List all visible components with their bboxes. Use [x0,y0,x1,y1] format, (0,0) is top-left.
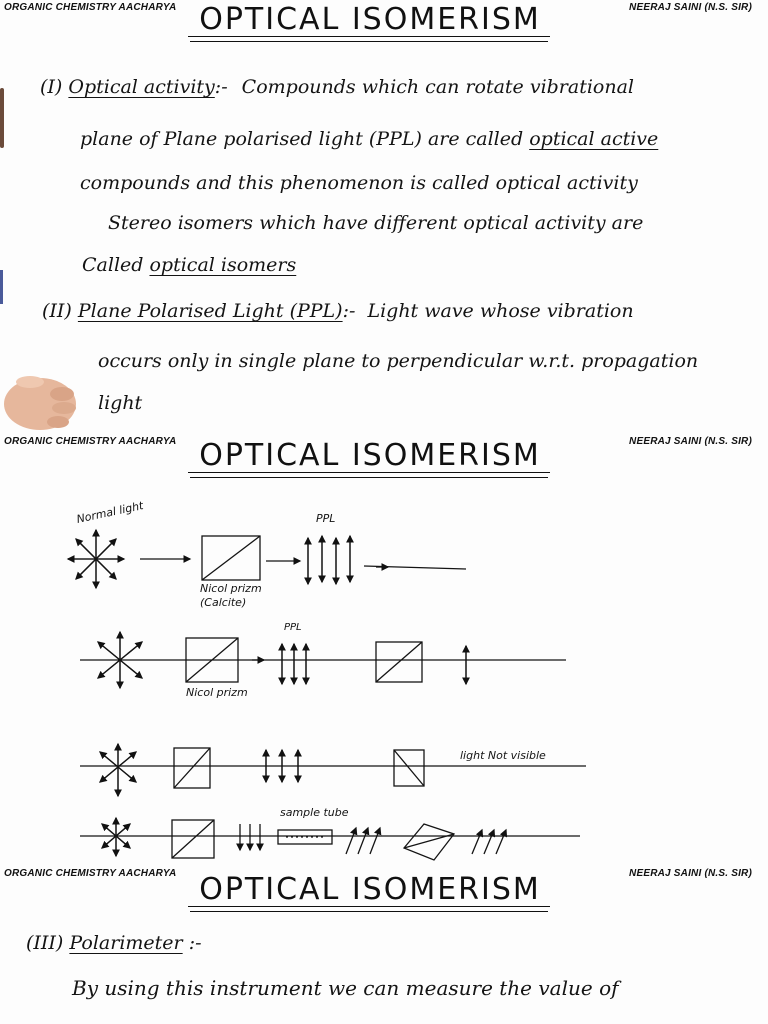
section-3-number: (III) [26,932,64,954]
star-light-1 [68,530,124,588]
section-2-line-3: light [98,392,143,414]
page-title: OPTICAL ISOMERISM [199,438,541,473]
rotated-analyser [404,824,454,860]
header-left-label: ORGANIC CHEMISTRY AACHARYA [4,436,177,447]
section-3-separator: :- [188,932,202,954]
star-light-4 [102,818,130,856]
section-1-line-3: compounds and this phenomenon is called optical activity [80,172,638,194]
page-1 [0,0,768,436]
light-not-visible-label: light Not visible [460,749,546,762]
polarization-diagram [0,436,768,868]
page-3 [0,868,768,1024]
header-right-label: NEERAJ SAINI (N.S. SIR) [629,868,752,879]
section-2-line-1 [42,300,634,322]
section-1-line-4: Stereo isomers which have different optical activity are [108,212,644,234]
title-underline [188,906,550,907]
section-3-line-2: By using this instrument we can measure the value of [72,976,619,1000]
section-1-heading: Optical activity [68,76,215,98]
sample-tube-label: sample tube [280,806,349,819]
header-right-label: NEERAJ SAINI (N.S. SIR) [629,2,752,13]
header-right-label: NEERAJ SAINI (N.S. SIR) [629,436,752,447]
section-1-line-2 [80,128,658,150]
page-2 [0,436,768,868]
section-2-text: Light wave whose vibration [367,300,634,322]
optical-isomers-term: optical isomers [149,254,297,276]
header-left-label: ORGANIC CHEMISTRY AACHARYA [4,868,177,879]
section-2-heading: Plane Polarised Light (PPL) [77,300,343,322]
page-edge-mark [0,88,4,148]
page-title: OPTICAL ISOMERISM [199,2,541,37]
header-left-label: ORGANIC CHEMISTRY AACHARYA [4,2,177,13]
page-edge-mark-blue [0,270,3,304]
section-1-number: (I) [40,76,63,98]
section-2-line-2: occurs only in single plane to perpendicular w.r.t. propagation [98,350,699,372]
section-1-separator: :- [214,76,228,98]
calcite-label: (Calcite) [200,596,247,609]
text-span: plane of Plane polarised light (PPL) are called [80,128,524,150]
section-3-line-1 [26,932,202,954]
nicol-prism-label-2: Nicol prizm [186,686,248,699]
ppl-label-2: PPL [284,622,302,633]
title-underline-2 [190,41,548,42]
section-2-separator: :- [342,300,356,322]
hand-photo-icon [0,372,78,436]
ppl-label-1: PPL [316,512,336,525]
text-span: Called [82,254,144,276]
nicol-prism-label-1: Nicol prizm [200,582,262,595]
section-1-line-5 [82,254,296,276]
section-1-text: Compounds which can rotate vibrational [241,76,635,98]
page-title: OPTICAL ISOMERISM [199,872,541,907]
title-underline [188,36,550,37]
star-light-3 [100,744,136,796]
optical-active-term: optical active [529,128,659,150]
section-1-line-1 [40,76,634,98]
section-3-heading: Polarimeter [69,932,183,954]
section-2-number: (II) [42,300,72,322]
title-underline-2 [190,911,548,912]
normal-light-label: Normal light [75,499,145,526]
